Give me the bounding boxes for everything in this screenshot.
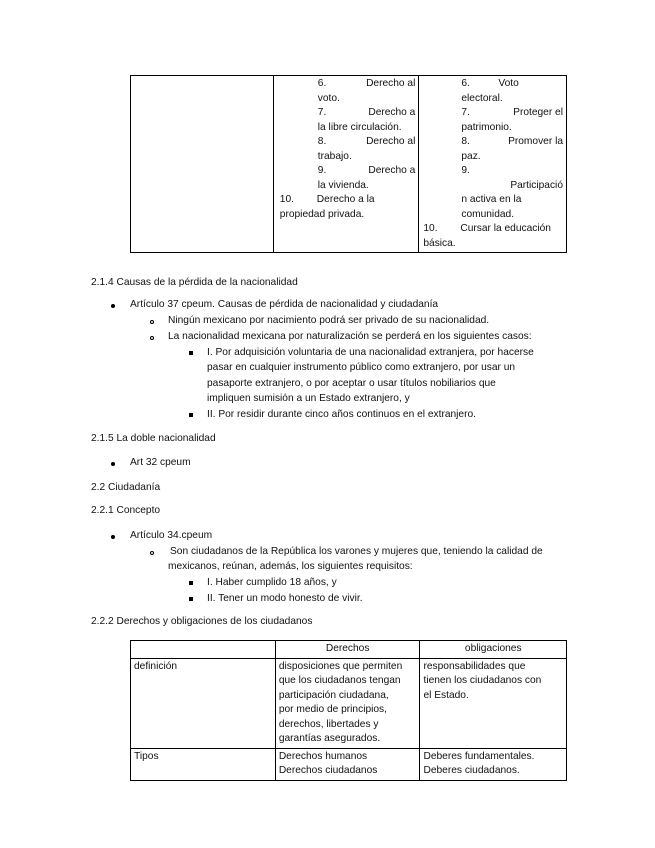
heading-2-2: 2.2 Ciudadanía [91,482,161,493]
square-bullet-icon [189,581,193,585]
table-header-row [131,641,567,659]
obligation-item-6: 6. Voto electoral. [461,78,519,104]
right-item-6: 6. Derecho al voto. [317,78,416,104]
derechos-obligaciones-table [130,640,567,781]
tipos-obligaciones: Deberes fundamentales. Deberes ciudadanos. [420,748,567,780]
table-row [131,658,567,748]
right-item-9: 9. Derecho a la vivienda. [317,165,416,191]
subitem-naturalizacion: La nacionalidad mexicana por naturalización se perderá en los siguientes casos: [168,331,532,342]
ciudadanos-line-1: Son ciudadanos de la República los varones y mujeres que, teniendo la calidad de [170,546,543,557]
rights-continuation-table [130,75,567,253]
heading-2-2-2: 2.2.2 Derechos y obligaciones de los ciudadanos [91,616,313,627]
tipos-derechos: Derechos humanos Derechos ciudadanos [275,748,420,780]
bullet-icon [111,304,115,308]
row-label-tipos: Tipos [131,748,276,780]
header-derechos: Derechos [275,641,420,659]
case-1-line-4: impliquen sumisión a un Estado extranjero, y [207,393,410,404]
empty-cell [131,76,274,253]
case-1-line-3: pasaporte extranjero, o por aceptar o usar títulos nobiliarios que [207,378,496,389]
case-2: II. Por residir durante cinco años continuos en el extranjero. [207,409,476,420]
obligation-item-9: 9. Participació n activa en la comunidad. [461,165,563,220]
right-item-10: 10. Derecho a la propiedad privada. [279,194,375,220]
right-item-7: 7. Derecho a la libre circulación. [317,107,416,133]
ciudadanos-line-2: mexicanos, reúnan, además, los siguientes requisitos: [168,561,413,572]
heading-2-1-5: 2.1.5 La doble nacionalidad [91,433,216,444]
rights-column [273,76,419,253]
square-bullet-icon [189,413,193,417]
right-item-8: 8. Derecho al trabajo. [317,136,416,162]
circle-bullet-icon [150,551,154,555]
article-32-item: Art 32 cpeum [130,457,191,468]
obligation-item-7: 7. Proteger el patrimonio. [461,107,563,133]
square-bullet-icon [189,597,193,601]
obligations-column [419,76,567,253]
subitem-nacimiento: Ningún mexicano por nacimiento podrá ser privado de su nacionalidad. [168,315,490,326]
article-37-item: Artículo 37 cpeum. Causas de pérdida de nacionalidad y ciudadanía [130,299,439,310]
bullet-icon [111,535,115,539]
definicion-obligaciones: responsabilidades que tienen los ciudadanos con el Estado. [420,658,567,748]
header-obligaciones: obligaciones [420,641,567,659]
case-1-line-1: I. Por adquisición voluntaria de una nacionalidad extranjera, por hacerse [207,347,534,358]
row-label-definicion: definición [131,658,276,748]
requisito-1: I. Haber cumplido 18 años, y [207,577,337,588]
heading-2-2-1: 2.2.1 Concepto [91,505,161,516]
obligation-item-8: 8. Promover la paz. [461,136,563,162]
header-empty [131,641,276,659]
bullet-icon [111,462,115,466]
obligation-item-10: 10. Cursar la educación básica. [423,223,551,249]
circle-bullet-icon [150,336,154,340]
square-bullet-icon [189,351,193,355]
table-row [131,748,567,780]
circle-bullet-icon [150,320,154,324]
requisito-2: II. Tener un modo honesto de vivir. [207,593,363,604]
article-34-item: Artículo 34.cpeum [130,530,213,541]
case-1-line-2: pasar en cualquier instrumento público como extranjero, por usar un [207,362,516,373]
definicion-derechos: disposiciones que permiten que los ciudadanos tengan participación ciudadana, por medio de principios, derechos, libertades y garantías asegurados. [275,658,420,748]
heading-2-1-4: 2.1.4 Causas de la pérdida de la nacionalidad [91,277,298,288]
